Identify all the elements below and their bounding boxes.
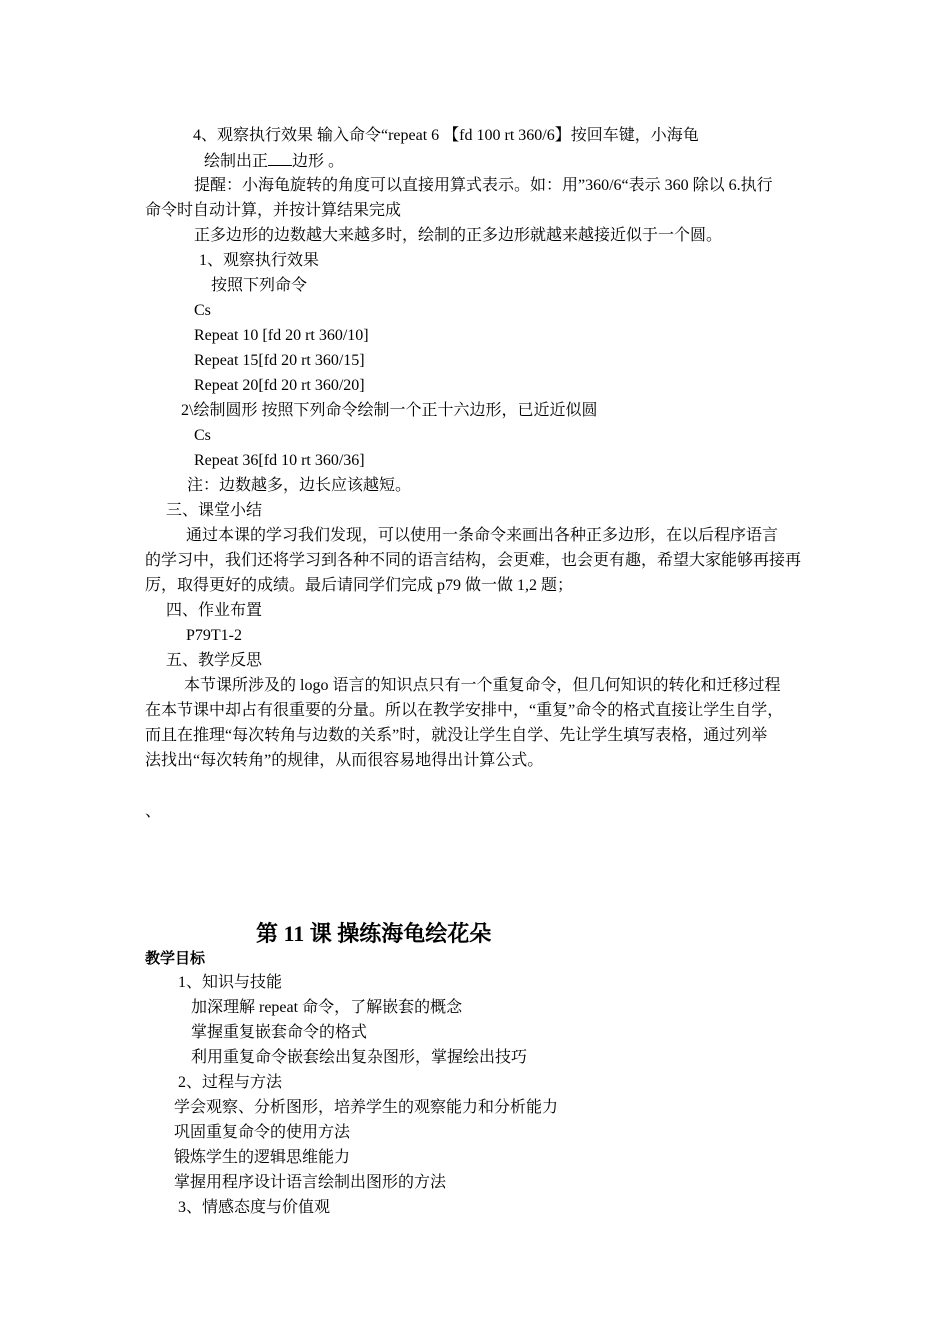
text-fragment: 边形 。 — [292, 153, 345, 170]
code-line: Cs — [194, 427, 211, 444]
section-heading: 四、作业布置 — [166, 602, 263, 619]
text-line: 3、情感态度与价值观 — [178, 1199, 331, 1216]
text-line: 1、观察执行效果 — [199, 252, 320, 269]
text-line: 巩固重复命令的使用方法 — [174, 1124, 351, 1141]
lesson-title: 第 11 课 操练海龟绘花朵 — [256, 921, 492, 946]
text-line: 的学习中，我们还将学习到各种不同的语言结构，会更难，也会更有趣，希望大家能够再接再 — [145, 552, 802, 569]
code-line: Repeat 20[fd 20 rt 360/20] — [194, 377, 365, 394]
section-heading: 教学目标 — [145, 949, 206, 967]
text-line: 正多边形的边数越大来越多时，绘制的正多边形就越来越接近似于一个圆。 — [194, 227, 723, 244]
section-heading: 三、课堂小结 — [166, 502, 263, 519]
text-line — [204, 151, 344, 171]
text-line: 利用重复命令嵌套绘出复杂图形，掌握绘出技巧 — [191, 1049, 528, 1066]
code-line: Cs — [194, 302, 211, 319]
fill-in-blank — [268, 151, 292, 166]
text-line: 掌握用程序设计语言绘制出图形的方法 — [174, 1174, 447, 1191]
text-line: 4、观察执行效果 输入命令“repeat 6 【fd 100 rt 360/6】按回车键，小海龟 — [193, 127, 699, 144]
section-heading: 五、教学反思 — [166, 652, 263, 669]
text-line: 法找出“每次转角”的规律，从而很容易地得出计算公式。 — [145, 752, 544, 769]
text-line: 2、过程与方法 — [178, 1074, 283, 1091]
text-line: 本节课所涉及的 logo 语言的知识点只有一个重复命令，但几何知识的转化和迁移过程 — [184, 677, 781, 694]
text-line: 在本节课中却占有很重要的分量。所以在教学安排中，“重复”命令的格式直接让学生自学， — [145, 702, 784, 719]
text-line: 提醒：小海龟旋转的角度可以直接用算式表示。如：用”360/6“表示 360 除以 6.执行 — [194, 177, 773, 194]
text-line: 掌握重复嵌套命令的格式 — [191, 1024, 368, 1041]
text-line: P79T1-2 — [186, 627, 242, 644]
text-line: 按照下列命令 — [211, 277, 308, 294]
text-line: 学会观察、分析图形，培养学生的观察能力和分析能力 — [174, 1099, 559, 1116]
text-line: 1、知识与技能 — [178, 974, 283, 991]
text-line: 、 — [145, 803, 162, 820]
code-line: Repeat 36[fd 10 rt 360/36] — [194, 452, 365, 469]
code-line: Repeat 10 [fd 20 rt 360/10] — [194, 327, 369, 344]
text-line: 厉，取得更好的成绩。最后请同学们完成 p79 做一做 1,2 题； — [145, 577, 574, 594]
text-line: 2\绘制圆形 按照下列命令绘制一个正十六边形，已近近似圆 — [181, 402, 598, 419]
text-fragment: 绘制出正 — [204, 153, 269, 170]
text-line: 加深理解 repeat 命令，了解嵌套的概念 — [191, 999, 463, 1016]
text-line: 通过本课的学习我们发现，可以使用一条命令来画出各种正多边形，在以后程序语言 — [186, 527, 779, 544]
code-line: Repeat 15[fd 20 rt 360/15] — [194, 352, 365, 369]
text-line: 而且在推理“每次转角与边数的关系”时，就没让学生自学、先让学生填写表格，通过列举 — [145, 727, 768, 744]
text-line: 命令时自动计算，并按计算结果完成 — [145, 202, 402, 219]
text-line: 锻炼学生的逻辑思维能力 — [174, 1149, 351, 1166]
note-line: 注：边数越多，边长应该越短。 — [187, 477, 412, 494]
